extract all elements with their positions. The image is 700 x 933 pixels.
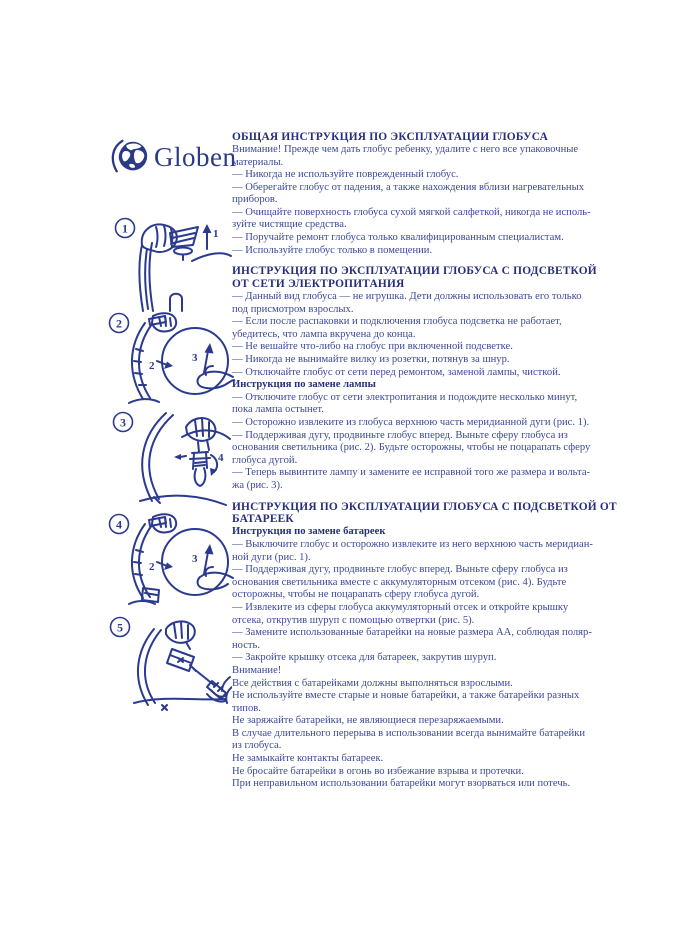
figure-number-badge: 1 [122,221,128,236]
figure-2 [107,311,235,412]
text-line: — Если после распаковки и подключения глобуса подсветка не работает, [232,316,562,328]
text-line: — Закройте крышку отсека для батареек, закрутив шуруп. [232,652,497,664]
subheading-line: Инструкция по замене лампы [232,379,376,391]
text-line: жа (рис. 3). [232,479,283,491]
text-line: зуйте чистящие средства. [232,219,347,231]
text-line: основания светильника (рис. 2). Будьте осторожны, чтобы не поцарапать сферу [232,442,591,454]
text-line: приборов. [232,194,278,206]
figure-5-illustration [108,615,232,715]
arrow-label: 2 [149,561,155,573]
text-line: — Оберегайте глобус от падения, а также нахождения вблизи нагревательных [232,181,585,193]
text-line: — Поддерживая дугу, продвиньте глобус вперед. Выньте сферу глобуса из [232,564,568,576]
arrow-label: 3 [192,553,198,565]
instruction-section [232,500,617,791]
text-line: глобуса дугой. [232,454,298,466]
text-line: убедитесь, что лампа вкручена до конца. [232,328,416,340]
text-line: Все действия с батарейками должны выполняться взрослыми. [232,677,513,689]
globe-logo-icon [111,137,151,177]
text-line: — Не вешайте что-либо на глобус при включенной подсветке. [232,341,513,353]
text-line: Не используйте вместе старые и новые батарейки, а также батарейки разных [232,690,580,702]
arrow-label: 3 [192,352,198,364]
text-line: типов. [232,702,261,714]
text-line: — Отключите глобус от сети электропитания и подождите несколько минут, [232,391,578,403]
text-line: — Используйте глобус только в помещении. [232,244,433,256]
section-heading-line: ИНСТРУКЦИЯ ПО ЭКСПЛУАТАЦИИ ГЛОБУСА С ПОДСВЕТКОЙ [232,265,597,278]
text-line: ность. [232,639,261,651]
subheading-line: Инструкция по замене батареек [232,526,386,538]
text-line: под присмотром взрослых. [232,303,354,315]
section-heading-line: ИНСТРУКЦИЯ ПО ЭКСПЛУАТАЦИИ ГЛОБУСА С ПОДСВЕТКОЙ ОТ [232,500,617,513]
text-line: — Осторожно извлеките из глобуса верхнюю часть меридианной дуги (рис. 1). [232,417,590,428]
text-line: отсека, открутив шуруп с помощью отвертки (рис. 5). [232,614,475,626]
content-column [232,131,617,799]
text-line: — Никогда не вынимайте вилку из розетки, потянув за шнур. [232,354,510,366]
text-line: — Очищайте поверхность глобуса сухой мягкой салфеткой, никогда не исполь- [232,206,591,218]
text-line: При неправильном использовании батарейки могут взорваться или потечь. [232,778,571,790]
text-line: — Отключайте глобус от сети перед ремонтом, заменой лампы, чисткой. [232,366,561,378]
text-line: из глобуса. [232,740,282,752]
figure-2-illustration [107,311,235,407]
figure-4 [107,512,235,613]
arrow-label: 2 [149,360,155,372]
text-line: — Выключите глобус и осторожно извлеките из него верхнюю часть меридиан- [232,538,593,550]
text-line: — Извлеките из сферы глобуса аккумуляторный отсек и откройте крышку [232,601,569,613]
text-line: — Никогда не используйте поврежденный глобус. [232,169,459,181]
instruction-section [232,131,591,257]
text-line: основания светильника вместе с аккумуляторным отсеком (рис. 4). Будьте [232,576,567,588]
instruction-section [232,265,597,492]
figure-1 [112,215,232,318]
section-heading-line: БАТАРЕЕК [232,513,294,526]
figure-number-badge: 5 [117,620,123,635]
text-line: — Поддерживая дугу, продвиньте глобус вперед. Выньте сферу глобуса из [232,429,568,441]
text-line: Не замыкайте контакты батареек. [232,753,384,765]
text-line: Не бросайте батарейки в огонь во избежание взрыва и протечки. [232,765,524,777]
arrow-label: 1 [213,228,219,240]
brand-name: Globen [154,141,237,172]
figure-number-badge: 2 [116,316,122,331]
figure-5 [108,615,232,720]
text-line: — Данный вид глобуса — не игрушка. Дети должны использовать его только [232,291,582,303]
arrow-label: 4 [218,452,224,464]
section-heading-line: ОБЩАЯ ИНСТРУКЦИЯ ПО ЭКСПЛУАТАЦИИ ГЛОБУСА [232,131,549,143]
text-line: — Поручайте ремонт глобуса только квалифицированным специалистам. [232,232,564,244]
text-line: ной дуги (рис. 1). [232,551,311,563]
figure-number-badge: 3 [120,415,126,430]
text-line: Не заряжайте батарейки, не являющиеся перезаряжаемыми. [232,715,504,727]
text-line: В случае длительного перерыва в использовании всегда вынимайте батарейки [232,727,586,739]
text-line: Внимание! Прежде чем дать глобус ребенку, удалите с него все упаковочные [232,143,579,155]
text-line: материалы. [232,156,284,168]
text-line: осторожны, чтобы не поцарапать сферу глобуса дугой. [232,589,480,601]
text-line: Внимание! [232,664,282,676]
figure-3 [110,407,232,512]
figure-3-illustration [110,407,232,507]
figure-4-illustration [107,512,235,608]
text-line: — Теперь вывинтите лампу и замените ее исправной того же размера и вольта- [232,467,591,479]
figure-1-illustration [112,215,232,313]
text-line: пока лампа остынет. [232,404,324,416]
section-heading-line: ОТ СЕТИ ЭЛЕКТРОПИТАНИЯ [232,278,405,291]
brand-logo [111,137,236,177]
figure-number-badge: 4 [116,517,122,532]
text-line: — Замените использованные батарейки на новые размера АА, соблюдая поляр- [232,627,592,639]
